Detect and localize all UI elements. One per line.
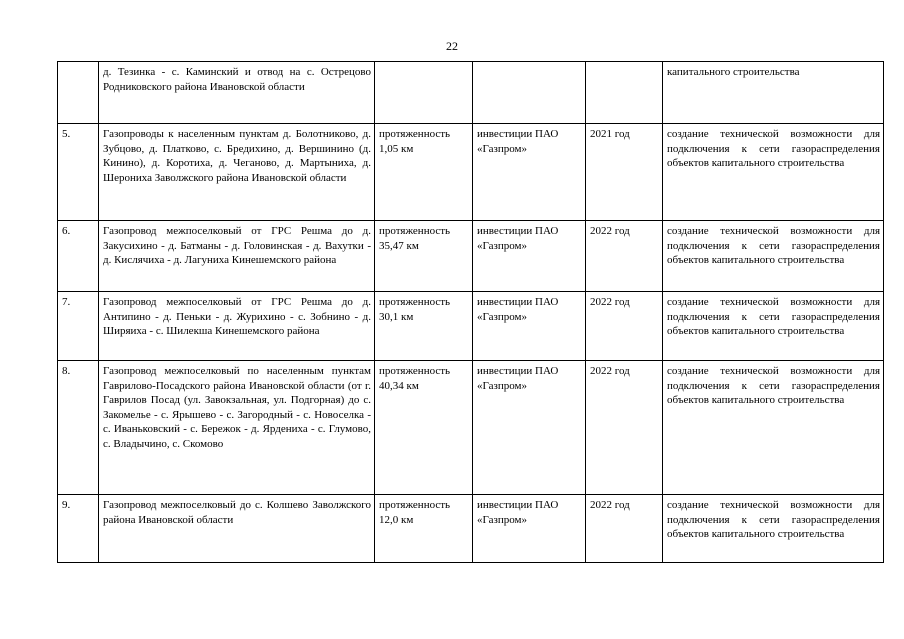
implementation-year: 2022 год — [586, 292, 663, 361]
table-row — [58, 292, 884, 361]
row-number: 6. — [58, 221, 99, 292]
implementation-year — [586, 62, 663, 124]
funding-source — [473, 62, 586, 124]
table-row — [58, 221, 884, 292]
implementation-year: 2022 год — [586, 495, 663, 563]
page-number: 22 — [446, 39, 458, 53]
object-purpose: создание технической возможности для подключения к сети газораспределения объектов капитального строительства — [663, 292, 884, 361]
row-number: 8. — [58, 361, 99, 495]
funding-source: инвестиции ПАО «Газпром» — [473, 124, 586, 221]
funding-source: инвестиции ПАО «Газпром» — [473, 495, 586, 563]
object-purpose: создание технической возможности для подключения к сети газораспределения объектов капитального строительства — [663, 124, 884, 221]
table-row — [58, 62, 884, 124]
object-length: протяженность 40,34 км — [375, 361, 473, 495]
implementation-year: 2022 год — [586, 221, 663, 292]
object-name: Газопровод межпоселковый по населенным пунктам Гаврилово-Посадского района Ивановской области (от г. Гаврилов Посад (ул. Завокзальная, ул. Подгорная) до с. Закомелье - с. Ярышево - с. Загородный - с. Новоселка - с. Иваньковский - с. Бережок - д. Ярдениха - с. Глумово, с. Владычино, с. Скомово — [99, 361, 375, 495]
object-name: Газопровод межпоселковый от ГРС Решма до д. Закусихино - д. Батманы - д. Головинская - д. Вахутки - д. Кислячиха - д. Лагуниха Кинешемского района — [99, 221, 375, 292]
object-purpose: создание технической возможности для подключения к сети газораспределения объектов капитального строительства — [663, 361, 884, 495]
object-length: протяженность 35,47 км — [375, 221, 473, 292]
implementation-year: 2022 год — [586, 361, 663, 495]
object-length — [375, 62, 473, 124]
object-length: протяженность 30,1 км — [375, 292, 473, 361]
object-purpose: создание технической возможности для подключения к сети газораспределения объектов капитального строительства — [663, 221, 884, 292]
row-number: 9. — [58, 495, 99, 563]
object-name: Газопровод межпоселковый от ГРС Решма до д. Антипино - д. Пеньки - д. Журихино - с. Зобнино - д. Ширяиха - с. Шилекша Кинешемского района — [99, 292, 375, 361]
funding-source: инвестиции ПАО «Газпром» — [473, 221, 586, 292]
object-purpose: создание технической возможности для подключения к сети газораспределения объектов капитального строительства — [663, 495, 884, 563]
object-purpose: капитального строительства — [663, 62, 884, 124]
row-number: 5. — [58, 124, 99, 221]
object-length: протяженность 1,05 км — [375, 124, 473, 221]
gas-pipeline-table — [57, 61, 884, 563]
object-name: д. Тезинка - с. Каминский и отвод на с. Острецово Родниковского района Ивановской области — [99, 62, 375, 124]
row-number: 7. — [58, 292, 99, 361]
funding-source: инвестиции ПАО «Газпром» — [473, 292, 586, 361]
object-name: Газопровод межпоселковый до с. Колшево Заволжского района Ивановской области — [99, 495, 375, 563]
object-length: протяженность 12,0 км — [375, 495, 473, 563]
implementation-year: 2021 год — [586, 124, 663, 221]
table-row — [58, 124, 884, 221]
table-row — [58, 361, 884, 495]
funding-source: инвестиции ПАО «Газпром» — [473, 361, 586, 495]
object-name: Газопроводы к населенным пунктам д. Болотниково, д. Зубцово, д. Платково, с. Бредихино, д. Вершинино (д. Кинино), д. Коротиха, д. Чеганово, д. Мартыниха, д. Шерониха Заволжского района Ивановской области — [99, 124, 375, 221]
table-row — [58, 495, 884, 563]
row-number — [58, 62, 99, 124]
